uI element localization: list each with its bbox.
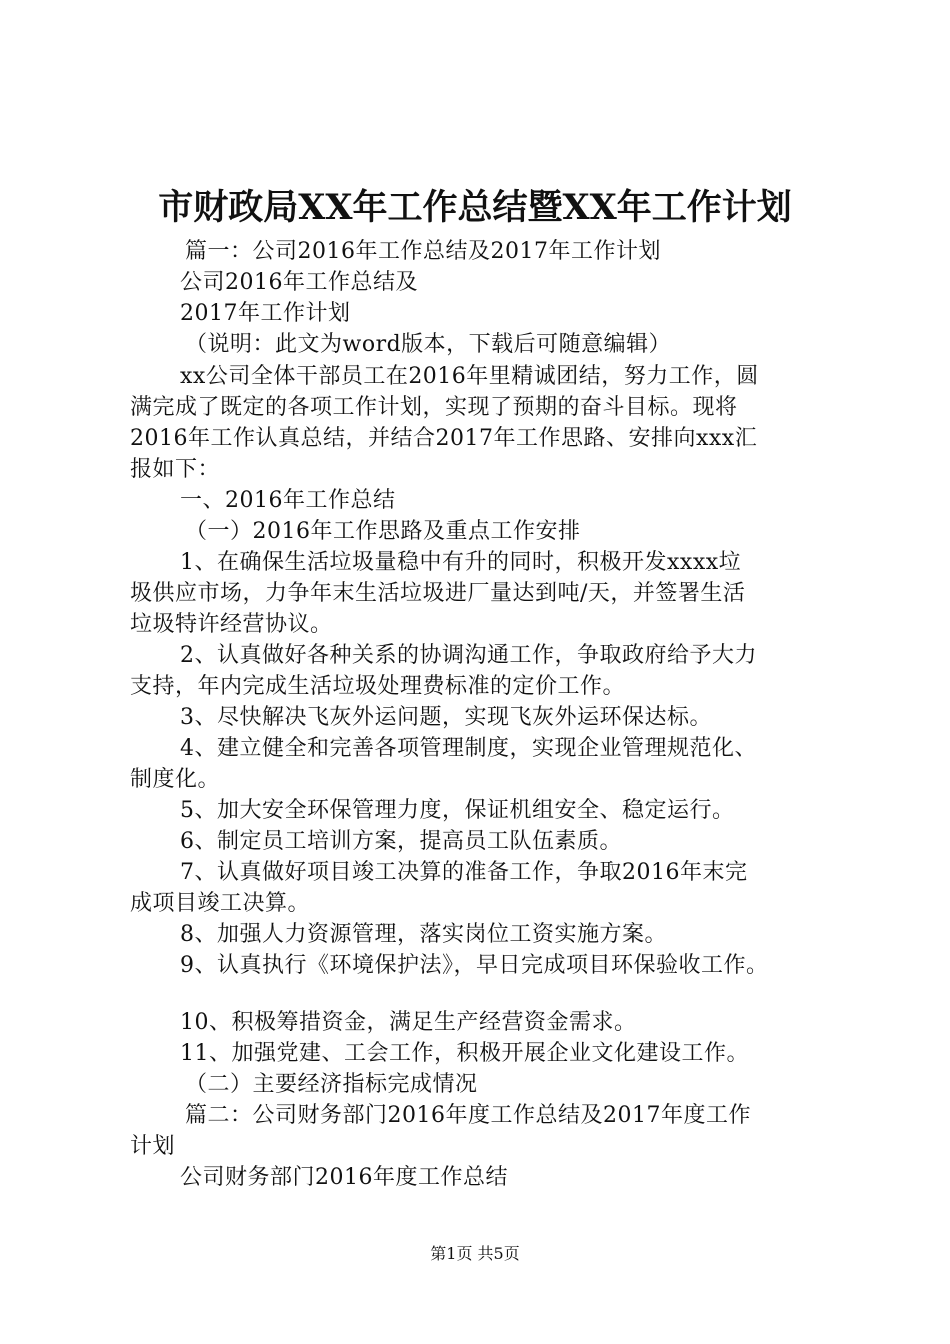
subsection-heading: （一）2016年工作思路及重点工作安排: [185, 519, 581, 544]
section-heading-part-two: 计划: [130, 1134, 176, 1159]
list-item-line: 5、加大安全环保管理力度，保证机组安全、稳定运行。: [180, 798, 735, 823]
list-item-line: 6、制定员工培训方案，提高员工队伍素质。: [180, 829, 622, 854]
list-item-line: 垃圾特许经营协议。: [130, 612, 333, 637]
list-item-line: 3、尽快解决飞灰外运问题，实现飞灰外运环保达标。: [180, 705, 712, 730]
list-item-line: 2、认真做好各种关系的协调沟通工作，争取政府给予大力: [180, 643, 757, 668]
list-item-line: 11、加强党建、工会工作，积极开展企业文化建设工作。: [180, 1041, 749, 1066]
paragraph-line: 报如下：: [130, 457, 221, 482]
list-item-line: 9、认真执行《环境保护法》，早日完成项目环保验收工作。: [180, 953, 769, 978]
paragraph-line: xx公司全体干部员工在2016年里精诚团结，努力工作，圆: [180, 364, 759, 389]
list-item-line: 1、在确保生活垃圾量稳中有升的同时，积极开发xxxx垃: [180, 550, 742, 575]
list-item-line: 制度化。: [130, 767, 221, 792]
subtitle-line: 公司2016年工作总结及: [180, 270, 418, 295]
section-heading-part-two: 篇二：公司财务部门2016年度工作总结及2017年度工作: [185, 1103, 751, 1128]
document-title: 市财政局XX年工作总结暨XX年工作计划: [158, 187, 792, 228]
list-item-line: 成项目竣工决算。: [130, 891, 311, 916]
page-number: 第1页 共5页: [430, 1244, 520, 1263]
list-item-line: 4、建立健全和完善各项管理制度，实现企业管理规范化、: [180, 736, 757, 761]
paragraph-line: 2016年工作认真总结，并结合2017年工作思路、安排向xxx汇: [130, 426, 758, 451]
section-heading-part-one: 篇一：公司2016年工作总结及2017年工作计划: [185, 239, 661, 264]
note-line: （说明：此文为word版本，下载后可随意编辑）: [185, 332, 672, 357]
subsection-heading: （二）主要经济指标完成情况: [185, 1072, 478, 1097]
list-item-line: 7、认真做好项目竣工决算的准备工作，争取2016年末完: [180, 860, 748, 885]
subtitle-line: 公司财务部门2016年度工作总结: [180, 1165, 508, 1190]
list-item-line: 支持，年内完成生活垃圾处理费标准的定价工作。: [130, 674, 626, 699]
list-item-line: 圾供应市场，力争年末生活垃圾进厂量达到吨/天，并签署生活: [130, 581, 746, 606]
paragraph-line: 满完成了既定的各项工作计划，实现了预期的奋斗目标。现将: [130, 395, 738, 420]
list-item-line: 8、加强人力资源管理，落实岗位工资实施方案。: [180, 922, 667, 947]
subtitle-line: 2017年工作计划: [180, 301, 351, 326]
list-item-line: 10、积极筹措资金，满足生产经营资金需求。: [180, 1010, 637, 1035]
section-heading: 一、2016年工作总结: [180, 488, 396, 513]
